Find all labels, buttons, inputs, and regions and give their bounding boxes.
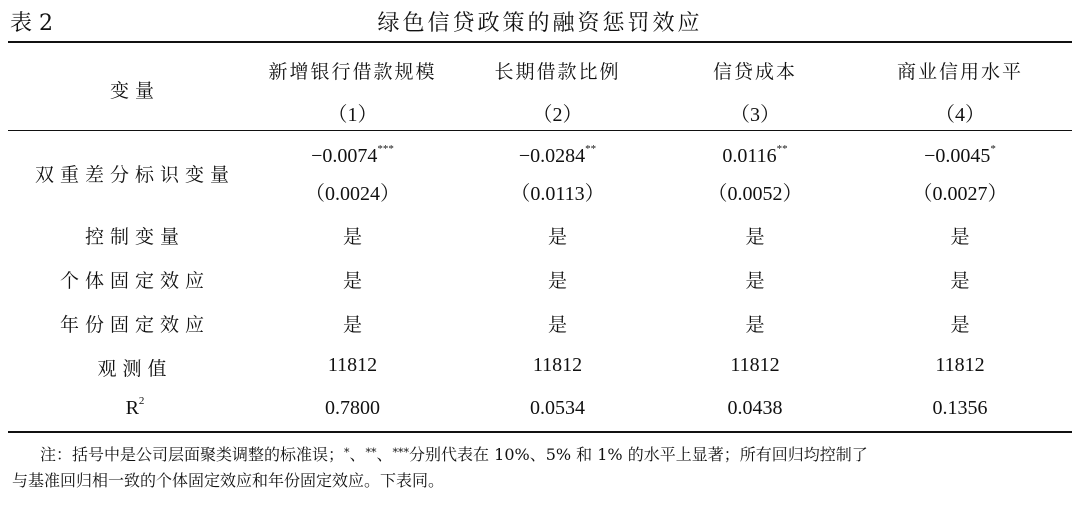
table-cell: 是 [745,226,765,248]
table-cell: 11812 [327,354,378,376]
standard-error: （0.0052） [707,183,803,205]
table-cell: 11812 [935,354,985,376]
top-rule [8,41,1072,43]
row-label-year-fe: 年份固定效应 [59,314,210,336]
table-cell: 0.1356 [932,397,988,419]
column-header-3: 信贷成本 [712,61,797,83]
table-cell: 11812 [532,354,583,376]
standard-error: （0.0113） [510,183,605,205]
coefficient: −0.0074*** [311,143,394,167]
table-label: 表 2 [10,11,53,36]
table-cell: 是 [342,314,362,336]
significance-stars: * [990,143,996,155]
table-title: 绿色信贷政策的融资惩罚效应 [377,11,703,36]
column-number-4: （4） [935,104,985,126]
column-header-4: 商业信用水平 [896,61,1023,83]
table-cell: 是 [342,270,362,292]
table-cell: 0.7800 [325,397,380,419]
column-header-1: 新增银行借款规模 [268,61,437,83]
table-cell: 是 [342,226,362,248]
table-cell: 0.0438 [727,397,783,419]
table-cell: 是 [547,270,567,292]
row-label-firm-fe: 个体固定效应 [59,270,210,292]
row-label-observations: 观测值 [97,358,173,380]
table-cell: 是 [950,226,970,248]
header-variable-label: 变量 [109,80,160,102]
significance-stars: ** [776,143,788,155]
coefficient: −0.0045* [924,143,996,167]
coefficient: −0.0284** [518,143,597,167]
table-cell: 0.0534 [530,397,585,419]
row-label-r-squared: $R^2$ [125,395,145,419]
standard-error: （0.0024） [305,183,400,205]
table-cell: 是 [547,314,567,336]
significance-stars: *** [377,143,394,155]
header-rule [8,130,1072,131]
table-cell: 是 [745,270,765,292]
table-cell: 是 [745,314,765,336]
coefficient: 0.0116** [722,143,788,167]
column-number-1: （1） [327,104,378,126]
table-cell: 是 [950,314,970,336]
table-cell: 11812 [730,354,780,376]
column-number-2: （2） [532,104,583,126]
significance-stars: ** [585,143,597,155]
row-label-did: 双重差分标识变量 [34,164,235,186]
table-cell: 是 [950,270,970,292]
row-label-controls: 控制变量 [84,226,185,248]
table-note-line-1: 注：括号中是公司层面聚类调整的标准误；*、**、***分别代表在 10%、5% 和 1% 的水平上显著；所有回归均控制了 [40,445,868,464]
column-number-3: （3） [730,104,780,126]
standard-error: （0.0027） [912,183,1008,205]
table-note-line-2: 与基准回归相一致的个体固定效应和年份固定效应。下表同。 [12,471,445,490]
table-cell: 是 [547,226,567,248]
column-header-2: 长期借款比例 [494,61,621,83]
bottom-rule [8,431,1072,433]
